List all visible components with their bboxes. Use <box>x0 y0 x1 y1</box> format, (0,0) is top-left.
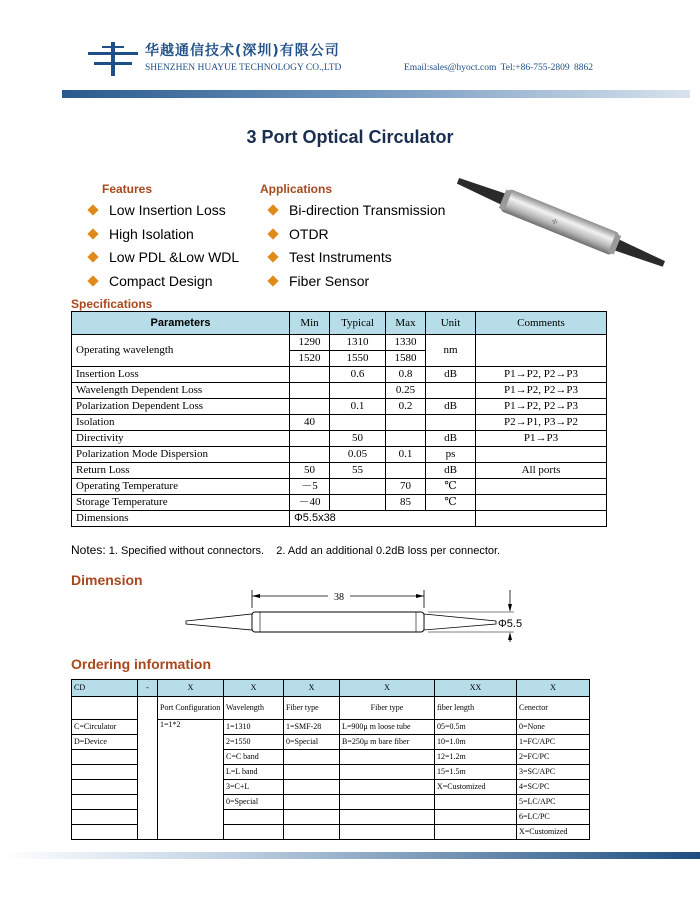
table-cell: 2=1550 <box>224 735 284 750</box>
specifications-heading: Specifications <box>71 297 153 311</box>
specifications-table <box>71 311 607 527</box>
table-cell: - <box>138 680 158 697</box>
application-item <box>269 249 392 265</box>
table-cell <box>476 335 607 367</box>
table-cell: Polarization Mode Dispersion <box>72 447 290 463</box>
application-item-label: OTDR <box>289 226 329 242</box>
table-cell: C=Circulator <box>72 720 138 735</box>
applications-heading: Applications <box>260 182 333 196</box>
table-cell <box>138 697 158 840</box>
table-cell: 0.05 <box>330 447 386 463</box>
table-cell: X <box>284 680 340 697</box>
column-header: Typical <box>330 312 386 335</box>
table-cell: 3=C+L <box>224 780 284 795</box>
footer-gradient-bar <box>0 852 700 859</box>
table-cell: X <box>158 680 224 697</box>
table-cell: 0=Special <box>284 735 340 750</box>
table-cell <box>476 511 607 527</box>
table-cell <box>386 463 426 479</box>
table-cell <box>476 447 607 463</box>
table-cell: dB <box>426 399 476 415</box>
table-cell: ps <box>426 447 476 463</box>
table-cell: X <box>224 680 284 697</box>
table-cell: Insertion Loss <box>72 367 290 383</box>
table-cell <box>290 431 330 447</box>
ordering-heading: Ordering information <box>71 656 211 672</box>
table-cell: 5=LC/APC <box>517 795 590 810</box>
table-row <box>72 383 607 399</box>
table-cell <box>72 795 138 810</box>
table-cell <box>340 750 435 765</box>
optical-circulator-product-image <box>440 172 680 272</box>
feature-item <box>89 249 239 265</box>
svg-text:✣: ✣ <box>550 217 559 227</box>
table-cell <box>284 765 340 780</box>
table-cell <box>340 825 435 840</box>
table-cell: 1580 <box>386 351 426 367</box>
diamond-bullet-icon <box>87 228 98 239</box>
table-cell: X <box>340 680 435 697</box>
table-cell: 1=FC/APC <box>517 735 590 750</box>
table-cell: P1→P3 <box>476 431 607 447</box>
table-cell <box>340 765 435 780</box>
table-cell: P1→P2, P2→P3 <box>476 399 607 415</box>
table-cell: Operating Temperature <box>72 479 290 495</box>
table-cell: X=Customized <box>435 780 517 795</box>
table-cell: 1310 <box>330 335 386 351</box>
table-cell: dB <box>426 367 476 383</box>
table-cell: 0=None <box>517 720 590 735</box>
table-cell: 50 <box>330 431 386 447</box>
feature-item-label: High Isolation <box>109 226 194 242</box>
table-cell: 1550 <box>330 351 386 367</box>
table-cell: fiber length <box>435 697 517 720</box>
table-cell <box>330 415 386 431</box>
diamond-bullet-icon <box>87 275 98 286</box>
table-cell <box>330 383 386 399</box>
table-cell <box>340 810 435 825</box>
feature-item <box>89 273 213 289</box>
table-cell: 0.2 <box>386 399 426 415</box>
table-cell: 1290 <box>290 335 330 351</box>
feature-item <box>89 226 194 242</box>
table-cell: 85 <box>386 495 426 511</box>
table-row <box>72 399 607 415</box>
table-cell: Cenector <box>517 697 590 720</box>
feature-item <box>89 202 226 218</box>
contact-info: Email:sales@hyoct.com Tel:+86-755-2809 8862 <box>404 63 594 73</box>
table-cell: nm <box>426 335 476 367</box>
table-cell: Isolation <box>72 415 290 431</box>
table-cell <box>340 780 435 795</box>
table-cell <box>224 825 284 840</box>
table-cell: 4=SC/PC <box>517 780 590 795</box>
table-cell <box>284 750 340 765</box>
table-cell <box>386 415 426 431</box>
ordering-table <box>71 679 590 840</box>
table-cell: 05=0.5m <box>435 720 517 735</box>
table-cell: L=L band <box>224 765 284 780</box>
page-title: 3 Port Optical Circulator <box>246 127 454 147</box>
application-item <box>269 226 329 242</box>
table-cell <box>290 447 330 463</box>
table-cell: L=900μ m loose tube <box>340 720 435 735</box>
table-cell: P2→P1, P3→P2 <box>476 415 607 431</box>
table-cell: 15=1.5m <box>435 765 517 780</box>
application-item-label: Test Instruments <box>289 249 392 265</box>
table-row <box>72 335 607 351</box>
table-cell <box>224 810 284 825</box>
diamond-bullet-icon <box>267 228 278 239</box>
table-cell <box>426 383 476 399</box>
table-cell <box>284 825 340 840</box>
table-cell: Fiber type <box>340 697 435 720</box>
diamond-bullet-icon <box>87 204 98 215</box>
table-cell: P1→P2, P2→P3 <box>476 367 607 383</box>
table-cell <box>476 495 607 511</box>
table-cell: Dimensions <box>72 511 290 527</box>
table-cell: P1→P2, P2→P3 <box>476 383 607 399</box>
table-cell: Return Loss <box>72 463 290 479</box>
feature-item-label: Compact Design <box>109 273 213 289</box>
table-cell <box>290 399 330 415</box>
table-row <box>72 415 607 431</box>
table-cell <box>72 697 138 720</box>
table-cell <box>426 415 476 431</box>
column-header: Parameters <box>72 312 290 335</box>
table-cell: Wavelength Dependent Loss <box>72 383 290 399</box>
feature-item-label: Low Insertion Loss <box>109 202 226 218</box>
table-cell: 12=1.2m <box>435 750 517 765</box>
table-cell <box>284 795 340 810</box>
diamond-bullet-icon <box>267 275 278 286</box>
table-cell <box>435 825 517 840</box>
table-cell: 1520 <box>290 351 330 367</box>
table-cell <box>340 795 435 810</box>
header-gradient-bar <box>62 90 690 98</box>
table-cell: ℃ <box>426 495 476 511</box>
table-cell: Operating wavelength <box>72 335 290 367</box>
table-cell: Directivity <box>72 431 290 447</box>
table-row <box>72 431 607 447</box>
table-cell: Fiber type <box>284 697 340 720</box>
table-cell <box>435 795 517 810</box>
table-cell: X <box>517 680 590 697</box>
diamond-bullet-icon <box>267 204 278 215</box>
notes-label: Notes: <box>71 543 106 557</box>
table-cell: 1=SMF-28 <box>284 720 340 735</box>
table-cell: dB <box>426 431 476 447</box>
table-row <box>72 697 590 720</box>
table-cell <box>290 367 330 383</box>
table-cell: 1=1310 <box>224 720 284 735</box>
column-header: Min <box>290 312 330 335</box>
notes <box>71 543 500 557</box>
table-cell: dB <box>426 463 476 479</box>
dimension-drawing <box>180 584 540 644</box>
table-cell <box>284 780 340 795</box>
table-cell <box>72 780 138 795</box>
table-row <box>72 479 607 495</box>
diamond-bullet-icon <box>267 251 278 262</box>
table-cell <box>72 825 138 840</box>
table-row <box>72 495 607 511</box>
application-item-label: Bi-direction Transmission <box>289 202 446 218</box>
column-header: Unit <box>426 312 476 335</box>
table-cell: 40 <box>290 415 330 431</box>
table-cell: 10=1.0m <box>435 735 517 750</box>
feature-item-label: Low PDL &Low WDL <box>109 249 240 265</box>
dimension-heading: Dimension <box>71 572 143 588</box>
table-header-row <box>72 312 607 335</box>
table-cell: ℃ <box>426 479 476 495</box>
table-cell: 3=SC/APC <box>517 765 590 780</box>
features-heading: Features <box>102 182 153 196</box>
table-cell: Port Configuration <box>158 697 224 720</box>
diamond-bullet-icon <box>87 251 98 262</box>
table-cell: All ports <box>476 463 607 479</box>
table-row <box>72 511 607 527</box>
notes-text: 1. Specified without connectors. 2. Add an additional 0.2dB loss per connector. <box>108 545 501 557</box>
table-cell: Wavelength <box>224 697 284 720</box>
table-cell: D=Device <box>72 735 138 750</box>
table-cell: 55 <box>330 463 386 479</box>
table-cell: 0=Special <box>224 795 284 810</box>
table-cell: 6=LC/PC <box>517 810 590 825</box>
company-name-en: SHENZHEN HUAYUE TECHNOLOGY CO.,LTD <box>145 63 342 73</box>
table-cell: 50 <box>290 463 330 479</box>
table-cell: 0.1 <box>330 399 386 415</box>
table-cell <box>435 810 517 825</box>
company-name-cn: 华越通信技术(深圳)有限公司 <box>145 43 340 59</box>
column-header: Max <box>386 312 426 335</box>
table-cell: Storage Temperature <box>72 495 290 511</box>
application-item-label: Fiber Sensor <box>289 273 370 289</box>
table-cell <box>290 383 330 399</box>
table-cell: Polarization Dependent Loss <box>72 399 290 415</box>
table-cell <box>72 810 138 825</box>
table-cell: 0.25 <box>386 383 426 399</box>
table-cell <box>284 810 340 825</box>
company-logo-icon <box>88 42 138 76</box>
table-cell: X=Customized <box>517 825 590 840</box>
table-cell <box>330 495 386 511</box>
table-cell: 2=FC/PC <box>517 750 590 765</box>
length-label: 38 <box>334 592 344 603</box>
table-cell: B=250μ m bare fiber <box>340 735 435 750</box>
table-cell: 1330 <box>386 335 426 351</box>
table-header-row <box>72 680 590 697</box>
table-cell: 0.8 <box>386 367 426 383</box>
application-item <box>269 202 445 218</box>
table-row <box>72 463 607 479</box>
table-cell: 0.1 <box>386 447 426 463</box>
table-cell: XX <box>435 680 517 697</box>
table-row <box>72 367 607 383</box>
table-cell: 1=1*2 <box>158 720 224 840</box>
application-item <box>269 273 369 289</box>
diameter-label: Φ5.5 <box>498 618 523 630</box>
table-cell <box>330 479 386 495</box>
table-cell: －40 <box>290 495 330 511</box>
table-cell: 0.6 <box>330 367 386 383</box>
table-cell: －5 <box>290 479 330 495</box>
table-cell: 70 <box>386 479 426 495</box>
table-cell <box>476 479 607 495</box>
table-cell <box>72 765 138 780</box>
column-header: Comments <box>476 312 607 335</box>
table-cell <box>72 750 138 765</box>
table-cell <box>386 431 426 447</box>
table-cell: Φ5.5x38 <box>290 511 476 527</box>
table-row <box>72 447 607 463</box>
table-cell: CD <box>72 680 138 697</box>
table-cell: C=C band <box>224 750 284 765</box>
